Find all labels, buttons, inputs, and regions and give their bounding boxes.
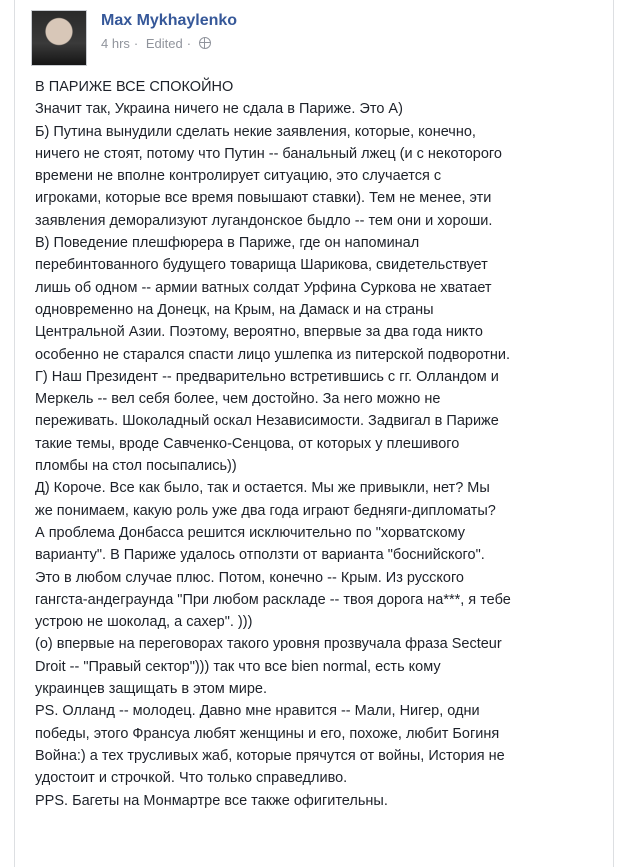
post-meta [101,36,215,51]
post-text-line: Droit -- "Правый сектор"))) так что все bien normal, есть кому [35,658,441,675]
post-text-line: В) Поведение плешфюрера в Париже, где он напоминал [35,235,420,252]
post-text-line: Центральной Азии. Поэтому, вероятно, впервые за два года никто [35,324,483,341]
post-text-line: PPS. Багеты на Монмартре все также офигительны. [35,792,388,809]
post-text-line: перебинтованного будущего товарища Шарикова, свидетельствует [35,257,488,274]
post-text-line: же понимаем, какую роль уже два года играют бедняги-дипломаты? [35,502,496,519]
post-text-line: лишь об одном -- армии ватных солдат Урфина Суркова не хватает [35,279,492,296]
post-text-line: переживать. Шоколадный оскал Независимости. Задвигал в Париже [35,413,499,430]
post-text-line: Меркель -- вел себя более, чем достойно. За него можно не [35,391,441,408]
post-text-line: Б) Путина вынудили сделать некие заявления, которые, конечно, [35,123,476,140]
post-text-line: ничего не стоят, потому что Путин -- банальный лжец (и с некоторого [35,145,502,162]
author-name[interactable]: Max Mykhaylenko [101,12,238,29]
post-text-line: победы, этого Франсуа любят женщины и его, похоже, любит Богиня [35,725,500,742]
post-text-line: гангста-андеграунда "При любом раскладе -- твоя дорога на***, я тебе [35,591,511,608]
edited-label[interactable]: Edited [145,36,183,51]
post-text-line: Г) Наш Президент -- предварительно встретившись с гг. Олландом и [35,368,499,385]
author-avatar[interactable] [31,10,87,66]
post-text-line: Значит так, Украина ничего не сдала в Париже. Это А) [35,101,403,118]
post-text-line: А проблема Донбасса решится исключительно по "хорватскому [35,524,466,541]
post-text-line: одновременно на Донецк, на Крым, на Дамаск и на страны [35,301,434,318]
post-text-line: Это в любом случае плюс. Потом, конечно -- Крым. Из русского [35,569,464,586]
post-text-line: варианту". В Париже удалось отползти от варианта "боснийского". [35,547,485,564]
post-text-line: Война:) а тех трусливых жаб, которые прячутся от войны, История не [35,747,505,764]
post-text-line: удостоит и строчкой. Что только справедливо. [35,770,348,787]
meta-separator-2: · [186,36,192,51]
post-card [14,0,614,867]
globe-icon[interactable] [199,37,211,49]
post-text-line: PS. Олланд -- молодец. Давно мне нравится -- Мали, Нигер, одни [35,703,480,720]
meta-separator: · [133,36,139,51]
post-text-line: игроками, которые все время повышают ставки). Тем не менее, эти [35,190,492,207]
post-text-line: заявления деморализуют лугандонское быдло -- тем они и хороши. [35,212,493,229]
post-text-line: В ПАРИЖЕ ВСЕ СПОКОЙНО [35,79,234,95]
post-text-line: такие темы, вроде Савченко-Сенцова, от которых у плешивого [35,435,460,452]
post-text-line: времени не вполне контролирует ситуацию, это случается с [35,168,442,185]
post-text-line: украинцев защищать в этом мире. [35,681,267,698]
post-body [35,76,607,812]
post-text-line: (о) впервые на переговорах такого уровня прозвучала фраза Secteur [35,636,502,653]
post-text-line: Д) Короче. Все как было, так и остается. Мы же привыкли, нет? Мы [35,480,490,497]
post-timestamp[interactable]: 4 hrs [101,36,130,51]
post-text-line: пломбы на стол посыпались)) [35,458,237,475]
post-text-line: устрою не шоколад, а сахер". ))) [35,614,253,631]
post-text-line: особенно не старался спасти лицо ушлепка из питерской подворотни. [35,346,510,363]
